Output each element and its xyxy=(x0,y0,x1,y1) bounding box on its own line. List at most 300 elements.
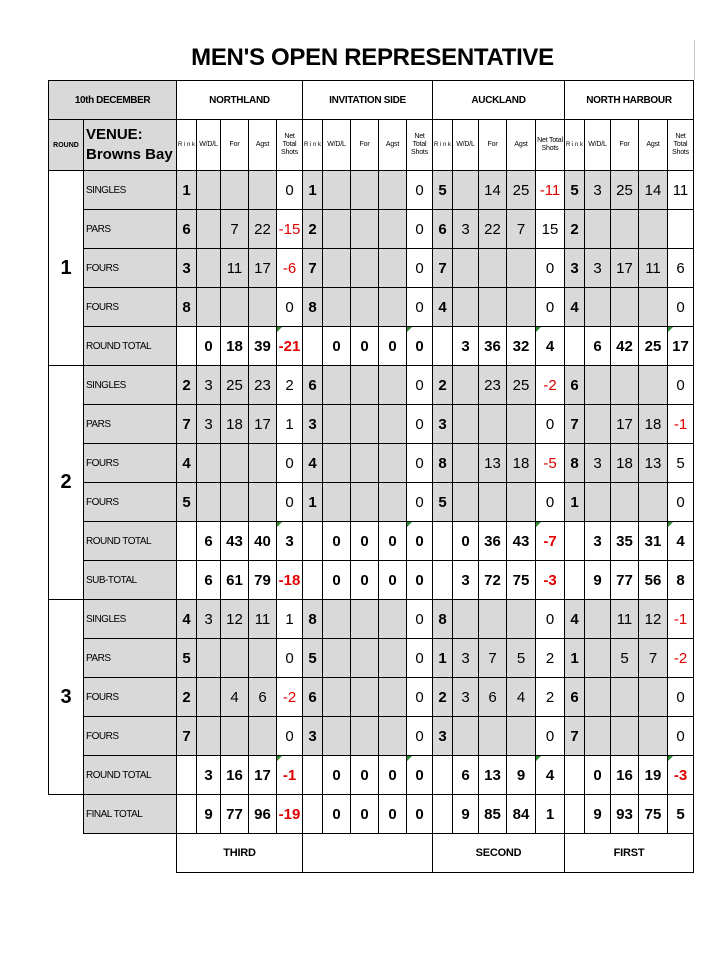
rink-number: 3 xyxy=(177,249,197,288)
rink-number: 6 xyxy=(177,210,197,249)
agst-header: Agst xyxy=(507,120,536,171)
agst-value xyxy=(507,405,536,444)
round-total-value: 4 xyxy=(536,756,565,795)
rink-number: 6 xyxy=(303,366,323,405)
subtotal-value: -3 xyxy=(536,561,565,600)
date-header: 10th DECEMBER xyxy=(49,81,177,120)
round-total-value: 0 xyxy=(585,756,611,795)
round-total-value: 9 xyxy=(507,756,536,795)
net-value: -2 xyxy=(668,639,694,678)
rink-number: 7 xyxy=(177,405,197,444)
rink-number: 8 xyxy=(433,444,453,483)
agst-value xyxy=(507,288,536,327)
subtotal-value: 77 xyxy=(611,561,639,600)
net-value: 2 xyxy=(277,366,303,405)
rink-number: 7 xyxy=(565,717,585,756)
agst-value: 7 xyxy=(639,639,668,678)
final-total-value: 0 xyxy=(407,795,433,834)
agst-value: 5 xyxy=(507,639,536,678)
agst-value xyxy=(379,405,407,444)
rink-number: 7 xyxy=(565,405,585,444)
for-value xyxy=(221,717,249,756)
round-total-value: 0 xyxy=(323,327,351,366)
wdl-value xyxy=(453,249,479,288)
net-value: -1 xyxy=(668,405,694,444)
for-value: 6 xyxy=(479,678,507,717)
net-value: -6 xyxy=(277,249,303,288)
round-total-value: 18 xyxy=(221,327,249,366)
team-header: AUCKLAND xyxy=(433,81,565,120)
rink-number: 5 xyxy=(433,171,453,210)
wdl-value xyxy=(453,717,479,756)
rink-number: 6 xyxy=(565,366,585,405)
rink-number: 7 xyxy=(177,717,197,756)
wdl-value: 3 xyxy=(585,249,611,288)
for-value xyxy=(221,171,249,210)
net-value: 0 xyxy=(407,210,433,249)
for-value xyxy=(611,483,639,522)
subtotal-value: 6 xyxy=(197,561,221,600)
for-value: 4 xyxy=(221,678,249,717)
net-value: 0 xyxy=(277,288,303,327)
wdl-value xyxy=(323,366,351,405)
rink-header: R i n k xyxy=(433,120,453,171)
for-value xyxy=(611,717,639,756)
wdl-value xyxy=(197,210,221,249)
rink-number: 8 xyxy=(433,600,453,639)
net-value: 0 xyxy=(407,288,433,327)
wdl-value xyxy=(453,405,479,444)
rink-header: R i n k xyxy=(303,120,323,171)
blank-cell xyxy=(177,795,197,834)
rink-number: 3 xyxy=(303,405,323,444)
wdl-value xyxy=(323,288,351,327)
wdl-value xyxy=(585,210,611,249)
round-total-value: 4 xyxy=(536,327,565,366)
blank-cell xyxy=(303,522,323,561)
wdl-value xyxy=(453,171,479,210)
net-value: -15 xyxy=(277,210,303,249)
final-total-value: 5 xyxy=(668,795,694,834)
wdl-value xyxy=(197,444,221,483)
rink-header: R i n k xyxy=(565,120,585,171)
wdl-value: 3 xyxy=(453,639,479,678)
agst-value xyxy=(249,171,277,210)
rink-type-label: FOURS xyxy=(84,483,177,522)
net-value: 0 xyxy=(277,171,303,210)
round-total-label: ROUND TOTAL xyxy=(84,756,177,795)
agst-value xyxy=(639,717,668,756)
rink-number: 5 xyxy=(433,483,453,522)
rink-type-label: FOURS xyxy=(84,444,177,483)
round-total-value: -7 xyxy=(536,522,565,561)
final-total-value: 9 xyxy=(453,795,479,834)
for-value xyxy=(611,366,639,405)
for-value xyxy=(351,288,379,327)
agst-value xyxy=(507,249,536,288)
wdl-value xyxy=(585,678,611,717)
rink-number: 1 xyxy=(565,639,585,678)
round-total-value: 3 xyxy=(197,756,221,795)
blank-cell xyxy=(303,327,323,366)
agst-value xyxy=(379,639,407,678)
wdl-value xyxy=(323,405,351,444)
wdl-value xyxy=(323,210,351,249)
net-value: 0 xyxy=(407,639,433,678)
agst-value: 22 xyxy=(249,210,277,249)
wdl-value: 3 xyxy=(197,405,221,444)
agst-value: 18 xyxy=(639,405,668,444)
round-total-value: 42 xyxy=(611,327,639,366)
agst-value: 11 xyxy=(249,600,277,639)
rink-type-label: FOURS xyxy=(84,288,177,327)
round-number: 3 xyxy=(49,600,84,795)
for-value xyxy=(221,483,249,522)
agst-value: 25 xyxy=(507,366,536,405)
for-value xyxy=(351,639,379,678)
placing xyxy=(303,834,433,873)
round-total-label: ROUND TOTAL xyxy=(84,522,177,561)
round-total-value: 39 xyxy=(249,327,277,366)
for-value: 18 xyxy=(221,405,249,444)
net-value: 0 xyxy=(407,405,433,444)
for-value: 17 xyxy=(611,249,639,288)
subtotal-value: 3 xyxy=(453,561,479,600)
agst-value xyxy=(507,717,536,756)
net-value: 2 xyxy=(536,639,565,678)
rink-number: 1 xyxy=(565,483,585,522)
venue-name: Browns Bay xyxy=(86,146,173,163)
net-value: 0 xyxy=(536,249,565,288)
agst-value xyxy=(379,678,407,717)
round-total-value: 43 xyxy=(221,522,249,561)
wdl-value xyxy=(197,717,221,756)
for-value xyxy=(351,249,379,288)
final-total-value: 9 xyxy=(585,795,611,834)
agst-value xyxy=(379,366,407,405)
agst-value: 14 xyxy=(639,171,668,210)
wdl-value xyxy=(323,717,351,756)
wdl-value xyxy=(453,444,479,483)
subtotal-value: 75 xyxy=(507,561,536,600)
rink-number: 3 xyxy=(565,249,585,288)
agst-value: 6 xyxy=(249,678,277,717)
for-value: 23 xyxy=(479,366,507,405)
rink-type-label: FOURS xyxy=(84,678,177,717)
net-value: 2 xyxy=(536,678,565,717)
round-number: 1 xyxy=(49,171,84,366)
for-value xyxy=(611,288,639,327)
agst-value: 12 xyxy=(639,600,668,639)
rink-number: 8 xyxy=(565,444,585,483)
round-total-value: 0 xyxy=(323,522,351,561)
round-total-value: 0 xyxy=(379,522,407,561)
placing: THIRD xyxy=(177,834,303,873)
agst-value xyxy=(249,483,277,522)
rink-number: 5 xyxy=(177,483,197,522)
net-value: -11 xyxy=(536,171,565,210)
for-header: For xyxy=(611,120,639,171)
rink-number: 5 xyxy=(303,639,323,678)
round-total-value: 17 xyxy=(249,756,277,795)
for-value xyxy=(479,405,507,444)
venue-label: VENUE: xyxy=(86,126,143,143)
subtotal-value: 0 xyxy=(407,561,433,600)
round-total-value: 0 xyxy=(379,327,407,366)
subtotal-value: 8 xyxy=(668,561,694,600)
rink-type-label: FOURS xyxy=(84,717,177,756)
round-total-value: -1 xyxy=(277,756,303,795)
final-total-label: FINAL TOTAL xyxy=(84,795,177,834)
blank-cell xyxy=(84,834,177,873)
round-total-value: 0 xyxy=(379,756,407,795)
net-value: 0 xyxy=(536,600,565,639)
subtotal-value: 72 xyxy=(479,561,507,600)
net-value: -2 xyxy=(277,678,303,717)
for-value xyxy=(479,249,507,288)
rink-number: 8 xyxy=(303,288,323,327)
round-total-value: 0 xyxy=(453,522,479,561)
round-total-value: 17 xyxy=(668,327,694,366)
blank-cell xyxy=(565,795,585,834)
round-total-value: 0 xyxy=(407,522,433,561)
net-value: 0 xyxy=(407,249,433,288)
wdl-value xyxy=(323,444,351,483)
agst-value xyxy=(379,249,407,288)
for-value xyxy=(351,600,379,639)
agst-value xyxy=(249,288,277,327)
blank-cell xyxy=(433,327,453,366)
wdl-value xyxy=(323,171,351,210)
rink-type-label: SINGLES xyxy=(84,171,177,210)
agst-value xyxy=(379,171,407,210)
rink-type-label: PARS xyxy=(84,639,177,678)
net-value: 0 xyxy=(277,444,303,483)
rink-number: 6 xyxy=(565,678,585,717)
wdl-value xyxy=(323,249,351,288)
agst-value: 11 xyxy=(639,249,668,288)
net-value: 0 xyxy=(536,405,565,444)
placing: FIRST xyxy=(565,834,694,873)
wdl-value xyxy=(197,639,221,678)
final-total-value: 1 xyxy=(536,795,565,834)
wdl-header: W/D/L xyxy=(323,120,351,171)
rink-number: 1 xyxy=(177,171,197,210)
rink-number: 1 xyxy=(433,639,453,678)
round-total-value: 3 xyxy=(453,327,479,366)
agst-value: 25 xyxy=(507,171,536,210)
final-total-value: 93 xyxy=(611,795,639,834)
agst-header: Agst xyxy=(639,120,668,171)
blank-cell xyxy=(565,561,585,600)
agst-value xyxy=(379,600,407,639)
wdl-value: 3 xyxy=(453,210,479,249)
net-value: 1 xyxy=(277,600,303,639)
blank-cell xyxy=(565,327,585,366)
wdl-value xyxy=(585,405,611,444)
rink-number: 4 xyxy=(565,600,585,639)
rink-number: 4 xyxy=(177,444,197,483)
round-total-value: 0 xyxy=(351,756,379,795)
rink-number: 2 xyxy=(433,678,453,717)
rink-number: 4 xyxy=(565,288,585,327)
wdl-value xyxy=(453,600,479,639)
rink-type-label: SINGLES xyxy=(84,600,177,639)
net-value: -5 xyxy=(536,444,565,483)
rink-number: 2 xyxy=(565,210,585,249)
for-header: For xyxy=(479,120,507,171)
net-value: 0 xyxy=(407,600,433,639)
wdl-value xyxy=(197,483,221,522)
agst-value xyxy=(639,483,668,522)
rink-number: 7 xyxy=(433,249,453,288)
net-value xyxy=(668,210,694,249)
final-total-value: 96 xyxy=(249,795,277,834)
for-value xyxy=(479,483,507,522)
net-value: 0 xyxy=(536,717,565,756)
net-header: Net Total Shots xyxy=(536,120,565,171)
rink-number: 3 xyxy=(303,717,323,756)
for-value xyxy=(351,171,379,210)
round-total-value: 35 xyxy=(611,522,639,561)
net-value: 0 xyxy=(277,639,303,678)
final-total-value: -19 xyxy=(277,795,303,834)
net-value: 0 xyxy=(668,678,694,717)
blank-cell xyxy=(565,522,585,561)
agst-value: 18 xyxy=(507,444,536,483)
placing: SECOND xyxy=(433,834,565,873)
blank-cell xyxy=(433,522,453,561)
agst-value: 17 xyxy=(249,249,277,288)
for-value: 7 xyxy=(221,210,249,249)
for-value xyxy=(479,288,507,327)
round-total-value: 0 xyxy=(323,756,351,795)
agst-value xyxy=(507,600,536,639)
wdl-value xyxy=(453,483,479,522)
wdl-header: W/D/L xyxy=(453,120,479,171)
agst-value: 7 xyxy=(507,210,536,249)
round-total-value: -21 xyxy=(277,327,303,366)
wdl-value xyxy=(585,600,611,639)
agst-value xyxy=(249,639,277,678)
wdl-value xyxy=(453,366,479,405)
rink-number: 3 xyxy=(433,405,453,444)
for-value xyxy=(611,210,639,249)
for-value xyxy=(351,483,379,522)
net-header: Net Total Shots xyxy=(277,120,303,171)
agst-header: Agst xyxy=(249,120,277,171)
rink-type-label: FOURS xyxy=(84,249,177,288)
agst-value xyxy=(379,210,407,249)
net-value: 0 xyxy=(407,444,433,483)
round-total-value: 31 xyxy=(639,522,668,561)
final-total-value: 0 xyxy=(351,795,379,834)
blank-cell xyxy=(49,795,84,834)
net-value: 0 xyxy=(407,717,433,756)
round-total-value: 0 xyxy=(407,756,433,795)
blank-cell xyxy=(433,561,453,600)
blank-cell xyxy=(177,756,197,795)
wdl-value xyxy=(323,483,351,522)
agst-value: 17 xyxy=(249,405,277,444)
round-total-value: 19 xyxy=(639,756,668,795)
subtotal-value: 79 xyxy=(249,561,277,600)
final-total-value: 85 xyxy=(479,795,507,834)
page-title: MEN'S OPEN REPRESENTATIVE xyxy=(191,44,554,71)
for-header: For xyxy=(351,120,379,171)
rink-number: 4 xyxy=(177,600,197,639)
agst-value xyxy=(507,483,536,522)
team-header: INVITATION SIDE xyxy=(303,81,433,120)
agst-value xyxy=(639,678,668,717)
rink-number: 4 xyxy=(433,288,453,327)
round-total-value: 25 xyxy=(639,327,668,366)
agst-value xyxy=(639,288,668,327)
wdl-value xyxy=(323,600,351,639)
round-total-value: 0 xyxy=(407,327,433,366)
net-value: -2 xyxy=(536,366,565,405)
for-value: 14 xyxy=(479,171,507,210)
net-value: 11 xyxy=(668,171,694,210)
team-header: NORTH HARBOUR xyxy=(565,81,694,120)
score-table xyxy=(48,80,694,873)
round-header: ROUND xyxy=(49,120,84,171)
blank-cell xyxy=(303,561,323,600)
for-value: 7 xyxy=(479,639,507,678)
for-value xyxy=(351,210,379,249)
net-header: Net Total Shots xyxy=(407,120,433,171)
for-value xyxy=(351,405,379,444)
round-total-value: 0 xyxy=(197,327,221,366)
blank-cell xyxy=(433,795,453,834)
for-value: 17 xyxy=(611,405,639,444)
agst-value xyxy=(249,717,277,756)
wdl-header: W/D/L xyxy=(585,120,611,171)
rink-header: R i n k xyxy=(177,120,197,171)
wdl-value xyxy=(197,249,221,288)
wdl-value xyxy=(585,288,611,327)
round-total-value: 13 xyxy=(479,756,507,795)
agst-value xyxy=(639,366,668,405)
for-value xyxy=(351,444,379,483)
net-value: 0 xyxy=(668,717,694,756)
blank-cell xyxy=(565,756,585,795)
blank-cell xyxy=(49,834,84,873)
net-value: 0 xyxy=(668,366,694,405)
rink-type-label: PARS xyxy=(84,210,177,249)
for-value: 11 xyxy=(611,600,639,639)
for-value xyxy=(351,678,379,717)
for-value: 25 xyxy=(611,171,639,210)
wdl-value xyxy=(323,639,351,678)
wdl-value xyxy=(197,678,221,717)
blank-cell xyxy=(177,561,197,600)
agst-value xyxy=(379,288,407,327)
net-value: 0 xyxy=(407,678,433,717)
final-total-value: 0 xyxy=(379,795,407,834)
rink-number: 2 xyxy=(303,210,323,249)
rink-number: 5 xyxy=(177,639,197,678)
for-value: 25 xyxy=(221,366,249,405)
round-total-value: 32 xyxy=(507,327,536,366)
subtotal-value: 9 xyxy=(585,561,611,600)
round-total-value: 40 xyxy=(249,522,277,561)
round-total-value: 36 xyxy=(479,522,507,561)
wdl-value xyxy=(197,171,221,210)
round-total-value: 3 xyxy=(585,522,611,561)
for-value xyxy=(351,366,379,405)
round-total-value: 4 xyxy=(668,522,694,561)
